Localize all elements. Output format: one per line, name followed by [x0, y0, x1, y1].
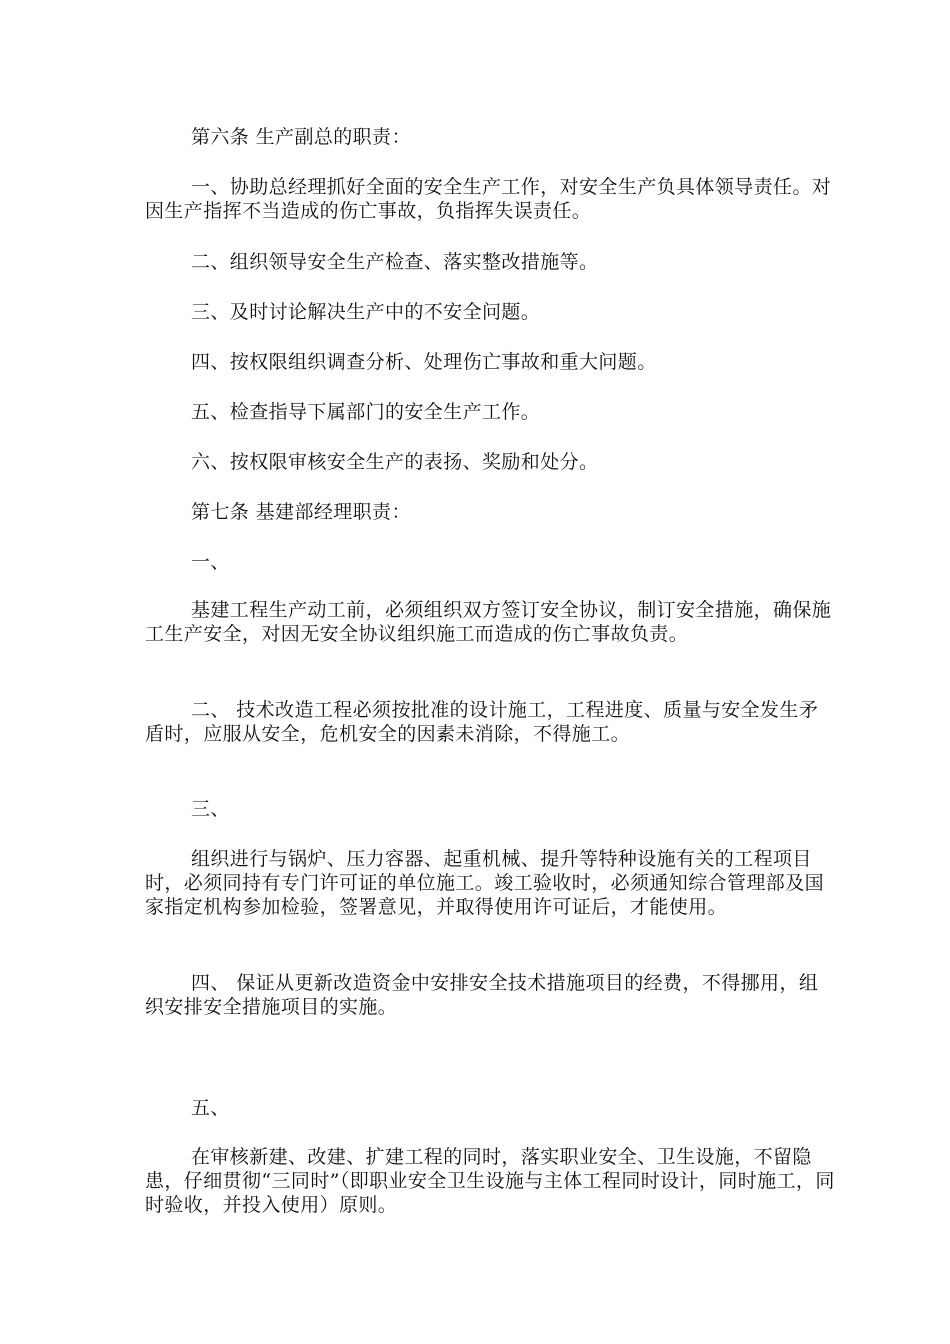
article-7-item-1-number: 一、 — [191, 551, 230, 573]
article-7-item-4: 四、 保证从更新改造资金中安排安全技术措施项目的经费，不得挪用，组织安排安全措施项目的实施。 — [145, 972, 819, 1018]
article-6-item-5: 五、检查指导下属部门的安全生产工作。 — [191, 401, 541, 423]
article-7-item-5-number: 五、 — [191, 1097, 230, 1119]
article-6-item-3: 三、及时讨论解决生产中的不安全问题。 — [191, 301, 541, 323]
article-6-item-6: 六、按权限审核安全生产的表扬、奖励和处分。 — [191, 451, 599, 473]
article-7-item-5-text: 在审核新建、改建、扩建工程的同时，落实职业安全、卫生设施，不留隐患，仔细贯彻“三同时”（即职业安全卫生设施与主体工程同时设计，同时施工，同时验收，并投入使用）原则。 — [145, 1146, 835, 1216]
article-7-item-3-text: 组织进行与锅炉、压力容器、起重机械、提升等特种设施有关的工程项目时，必须同持有专门许可证的单位施工。竣工验收时，必须通知综合管理部及国家指定机构参加检验，签署意见，并取得使用许可证后，才能使用。 — [145, 848, 825, 918]
article-6-item-2: 二、组织领导安全生产检查、落实整改措施等。 — [191, 251, 599, 273]
article-6-item-4: 四、按权限组织调查分析、处理伤亡事故和重大问题。 — [191, 351, 657, 373]
article-7-heading: 第七条 基建部经理职责： — [191, 501, 411, 523]
article-7-item-2: 二、 技术改造工程必须按批准的设计施工，工程进度、质量与安全发生矛盾时，应服从安全，危机安全的因素未消除，不得施工。 — [145, 699, 819, 745]
article-6-heading: 第六条 生产副总的职责： — [191, 126, 411, 148]
article-7-item-1-text: 基建工程生产动工前，必须组织双方签订安全协议，制订安全措施，确保施工生产安全，对因无安全协议组织施工而造成的伤亡事故负责。 — [145, 599, 832, 645]
article-6-item-1: 一、协助总经理抓好全面的安全生产工作，对安全生产负具体领导责任。对因生产指挥不当造成的伤亡事故，负指挥失误责任。 — [145, 176, 832, 222]
article-7-item-3-number: 三、 — [191, 798, 230, 820]
